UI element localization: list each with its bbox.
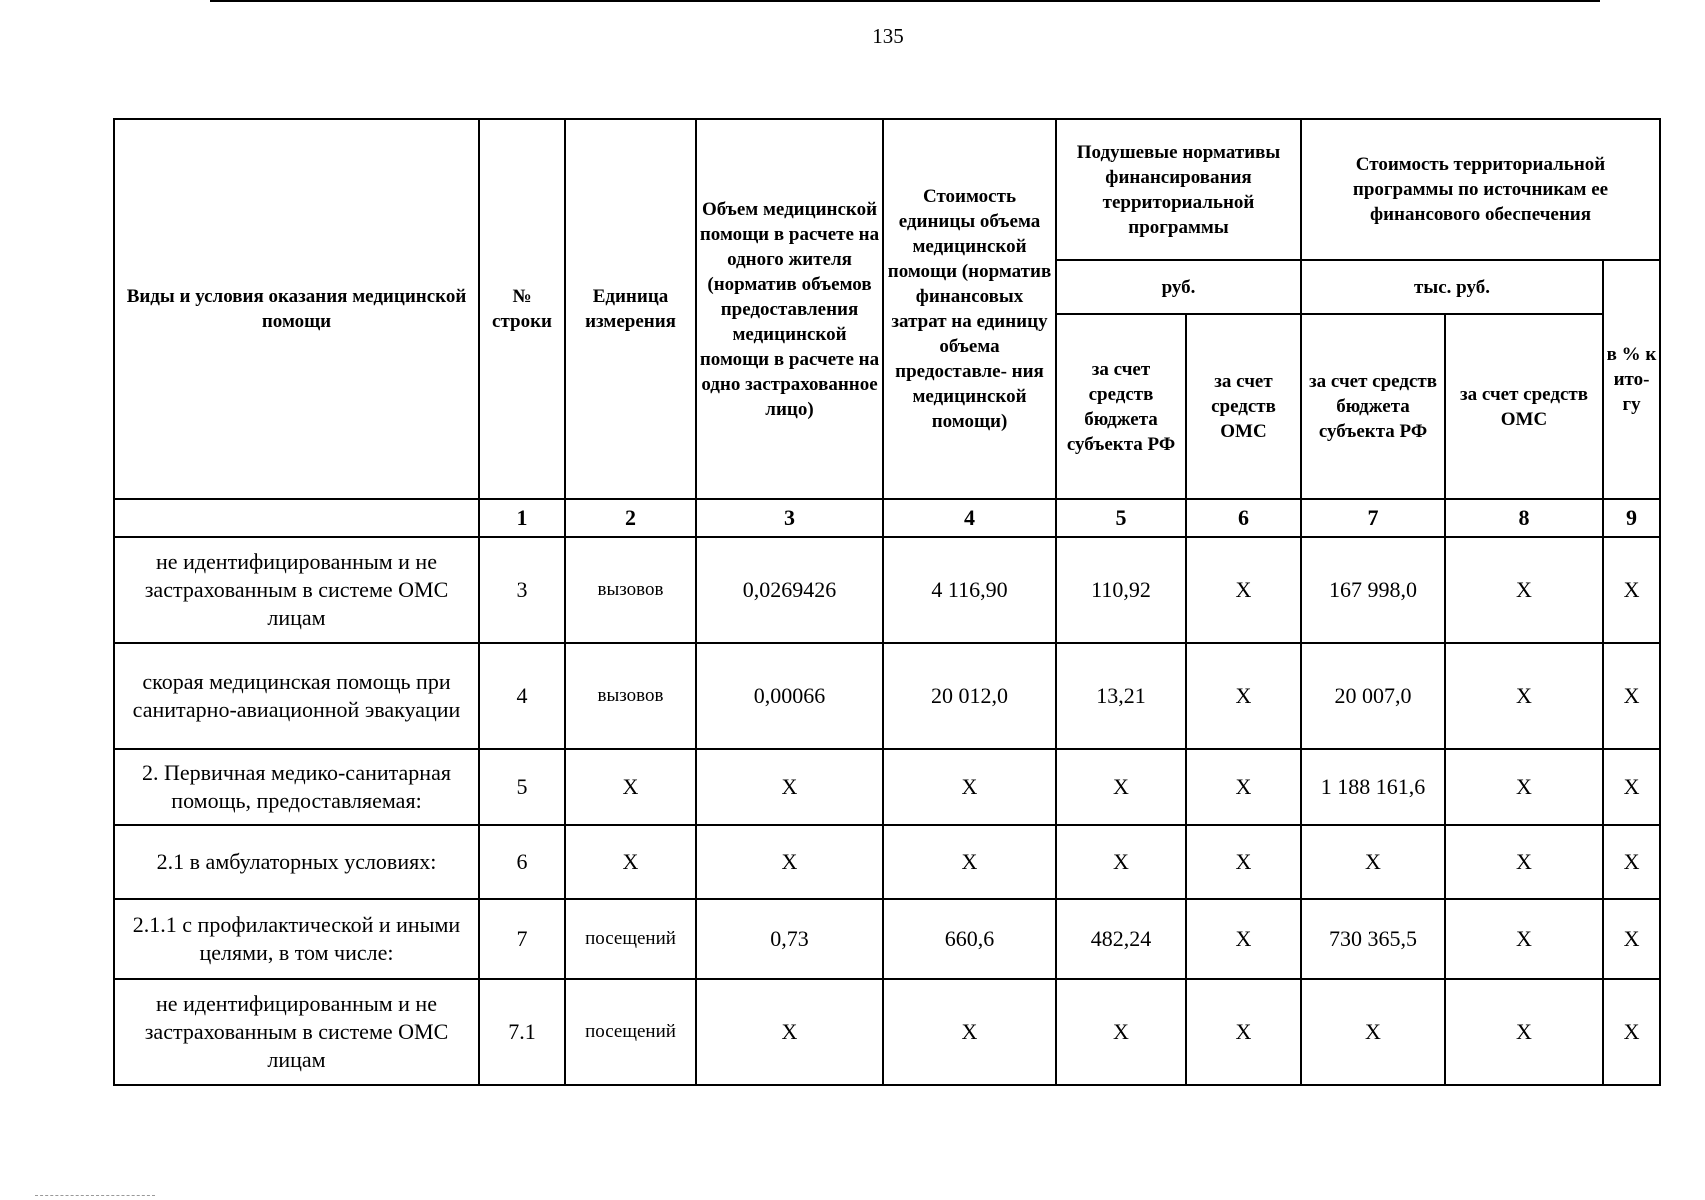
row-oms: X	[1186, 537, 1301, 643]
table-row	[114, 537, 1660, 643]
row-cost: 660,6	[883, 899, 1056, 979]
header-per-capita: Подушевые нормативы финансирования территориальной программы	[1056, 119, 1301, 260]
row-volume: 0,0269426	[696, 537, 883, 643]
row-unit: вызовов	[565, 643, 696, 749]
column-number: 7	[1301, 499, 1445, 537]
row-percent: X	[1603, 643, 1660, 749]
row-oms-total: X	[1445, 825, 1603, 899]
column-number: 5	[1056, 499, 1186, 537]
row-volume: X	[696, 749, 883, 825]
row-name: не идентифицированным и не застрахованным в системе ОМС лицам	[114, 979, 479, 1085]
row-unit: посещений	[565, 899, 696, 979]
row-name: не идентифицированным и не застрахованным в системе ОМС лицам	[114, 537, 479, 643]
header-unit: Единица измерения	[565, 119, 696, 499]
row-no: 7.1	[479, 979, 565, 1085]
row-volume: 0,00066	[696, 643, 883, 749]
column-number: 4	[883, 499, 1056, 537]
row-budget-rf: X	[1056, 825, 1186, 899]
row-no: 5	[479, 749, 565, 825]
header-budget-rf: за счет средств бюджета субъекта РФ	[1056, 314, 1186, 499]
row-volume: X	[696, 979, 883, 1085]
header-program-cost: Стоимость территориальной программы по источникам ее финансового обеспечения	[1301, 119, 1660, 260]
row-cost: 4 116,90	[883, 537, 1056, 643]
financing-table	[113, 118, 1661, 1086]
header-row-no: № строки	[479, 119, 565, 499]
row-cost: X	[883, 825, 1056, 899]
row-percent: X	[1603, 979, 1660, 1085]
header-volume: Объем медицинской помощи в расчете на одного жителя (норматив объемов предоставления медицинской помощи в расчете на одно застрахованное лицо)	[696, 119, 883, 499]
row-volume: X	[696, 825, 883, 899]
row-budget-rf: 110,92	[1056, 537, 1186, 643]
row-budget-rf-total: 20 007,0	[1301, 643, 1445, 749]
header-cost: Стоимость единицы объема медицинской помощи (норматив финансовых затрат на единицу объема предоставле- ния медицинской помощи)	[883, 119, 1056, 499]
column-number: 9	[1603, 499, 1660, 537]
row-oms-total: X	[1445, 979, 1603, 1085]
row-budget-rf-total: 730 365,5	[1301, 899, 1445, 979]
header-types: Виды и условия оказания медицинской помощи	[114, 119, 479, 499]
row-oms: X	[1186, 979, 1301, 1085]
header-rub: руб.	[1056, 260, 1301, 314]
row-name: 2.1.1 с профилактической и иными целями, в том числе:	[114, 899, 479, 979]
row-budget-rf: X	[1056, 979, 1186, 1085]
column-number: 6	[1186, 499, 1301, 537]
row-oms: X	[1186, 899, 1301, 979]
column-number: 3	[696, 499, 883, 537]
row-budget-rf: 482,24	[1056, 899, 1186, 979]
row-oms-total: X	[1445, 537, 1603, 643]
row-percent: X	[1603, 825, 1660, 899]
row-cost: X	[883, 979, 1056, 1085]
header-budget-rf-total: за счет средств бюджета субъекта РФ	[1301, 314, 1445, 499]
table-row	[114, 643, 1660, 749]
row-oms: X	[1186, 643, 1301, 749]
row-budget-rf-total: 1 188 161,6	[1301, 749, 1445, 825]
column-number-row	[114, 499, 1660, 537]
row-no: 4	[479, 643, 565, 749]
row-budget-rf: X	[1056, 749, 1186, 825]
table-row	[114, 899, 1660, 979]
row-unit: посещений	[565, 979, 696, 1085]
row-cost: X	[883, 749, 1056, 825]
table-row	[114, 979, 1660, 1085]
row-budget-rf-total: X	[1301, 979, 1445, 1085]
row-name: скорая медицинская помощь при санитарно-авиационной эвакуации	[114, 643, 479, 749]
row-budget-rf: 13,21	[1056, 643, 1186, 749]
row-oms-total: X	[1445, 643, 1603, 749]
header-oms-total: за счет средств ОМС	[1445, 314, 1603, 499]
top-border-line	[210, 0, 1600, 2]
row-oms: X	[1186, 825, 1301, 899]
row-oms-total: X	[1445, 749, 1603, 825]
scan-mark	[35, 1195, 155, 1197]
row-no: 3	[479, 537, 565, 643]
table-row	[114, 825, 1660, 899]
table-row	[114, 749, 1660, 825]
row-oms: X	[1186, 749, 1301, 825]
row-percent: X	[1603, 537, 1660, 643]
row-cost: 20 012,0	[883, 643, 1056, 749]
row-volume: 0,73	[696, 899, 883, 979]
column-number: 2	[565, 499, 696, 537]
row-oms-total: X	[1445, 899, 1603, 979]
column-number: 1	[479, 499, 565, 537]
row-percent: X	[1603, 749, 1660, 825]
header-oms: за счет средств ОМС	[1186, 314, 1301, 499]
row-name: 2.1 в амбулаторных условиях:	[114, 825, 479, 899]
column-number: 8	[1445, 499, 1603, 537]
column-number-empty	[114, 499, 479, 537]
row-budget-rf-total: 167 998,0	[1301, 537, 1445, 643]
row-name: 2. Первичная медико-санитарная помощь, предоставляемая:	[114, 749, 479, 825]
row-unit: X	[565, 749, 696, 825]
row-percent: X	[1603, 899, 1660, 979]
page-number: 135	[872, 24, 904, 48]
row-unit: вызовов	[565, 537, 696, 643]
row-budget-rf-total: X	[1301, 825, 1445, 899]
row-unit: X	[565, 825, 696, 899]
header-percent: в % к ито- гу	[1603, 260, 1660, 499]
row-no: 7	[479, 899, 565, 979]
row-no: 6	[479, 825, 565, 899]
header-thousand-rub: тыс. руб.	[1301, 260, 1603, 314]
